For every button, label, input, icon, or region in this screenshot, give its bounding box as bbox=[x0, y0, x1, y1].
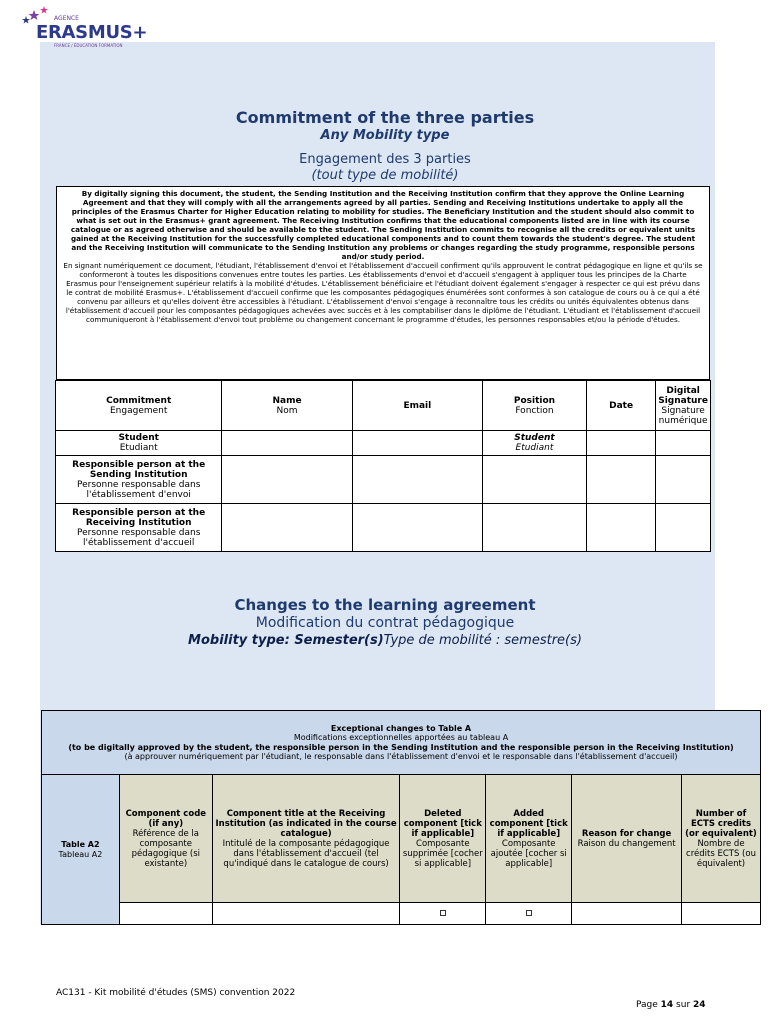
header-commitment: Commitment Engagement bbox=[56, 381, 222, 431]
section1-subtitle: Any Mobility type bbox=[320, 128, 450, 143]
receiving-name-cell[interactable] bbox=[222, 504, 352, 552]
deleted-checkbox-cell bbox=[400, 903, 486, 925]
col-component-code: Component code (if any) Référence de la composante pédagogique (si existante) bbox=[119, 775, 212, 903]
student-signature-cell[interactable] bbox=[656, 431, 711, 456]
header-name: Name Nom bbox=[222, 381, 352, 431]
header-position: Position Fonction bbox=[482, 381, 586, 431]
logo-subtitle-text: FRANCE / ÉDUCATION FORMATION bbox=[54, 43, 123, 48]
section1-subtitle-fr: (tout type de mobilité) bbox=[311, 168, 459, 183]
table-a2-column-row bbox=[42, 775, 761, 903]
table-a2-heading: Exceptional changes to Table A Modifications exceptionnelles apportées au tableau A (to be digitally approved by the student, the responsible person in the Sending Institution and the responsible person in the Receiving Institution) (à approuver numériquement par l'étudiant, le responsable dans l'établissement d'envoi et le responsable dans l'établissement d'accueil) bbox=[42, 711, 761, 775]
reason-input[interactable] bbox=[572, 903, 682, 925]
col-ects-credits: Number of ECTS credits (or equivalent) Nombre de crédits ECTS (ou équivalent) bbox=[682, 775, 761, 903]
col-added-component: Added component [tick if applicable] Composante ajoutée [cocher si applicable] bbox=[486, 775, 572, 903]
header-digital-signature: Digital Signature Signature numérique bbox=[656, 381, 711, 431]
table-row bbox=[56, 504, 711, 552]
section1-title: Commitment of the three parties bbox=[235, 108, 535, 127]
deleted-checkbox[interactable] bbox=[440, 910, 446, 916]
sending-name-cell[interactable] bbox=[222, 456, 352, 504]
row-label-student: Student Etudiant bbox=[56, 431, 222, 456]
student-name-cell[interactable] bbox=[222, 431, 352, 456]
section1-title-fr: Engagement des 3 parties bbox=[299, 152, 471, 167]
header-email: Email bbox=[352, 381, 482, 431]
receiving-email-cell[interactable] bbox=[352, 504, 482, 552]
table-row bbox=[42, 903, 761, 925]
sending-date-cell[interactable] bbox=[586, 456, 655, 504]
sending-signature-cell[interactable] bbox=[656, 456, 711, 504]
receiving-position-cell[interactable] bbox=[482, 504, 586, 552]
col-component-title: Component title at the Receiving Institution (as indicated in the course catalogue) Intitulé de la composante pédagogique dans l'établissement d'accueil (tel qu'indiqué dans le catalogue de cours) bbox=[212, 775, 400, 903]
erasmus-logo bbox=[20, 6, 180, 46]
footer-page-number: Page 14 sur 24 bbox=[636, 1000, 706, 1010]
table-row bbox=[56, 456, 711, 504]
logo-brand-text: ERASMUS+ bbox=[36, 22, 148, 43]
ects-input[interactable] bbox=[682, 903, 761, 925]
table-a2-changes bbox=[41, 710, 761, 925]
table-a2-title-row bbox=[42, 711, 761, 775]
component-code-input[interactable] bbox=[119, 903, 212, 925]
section2-mobility-type: Mobility type: Semester(s)Type de mobilité : semestre(s) bbox=[188, 633, 582, 648]
added-checkbox-cell bbox=[486, 903, 572, 925]
section2-title-fr: Modification du contrat pédagogique bbox=[255, 615, 515, 631]
sending-position-cell[interactable] bbox=[482, 456, 586, 504]
row-label-sending: Responsible person at the Sending Institution Personne responsable dans l'établissement d'envoi bbox=[56, 456, 222, 504]
footer-document-reference: AC131 - Kit mobilité d'études (SMS) convention 2022 bbox=[56, 988, 296, 998]
row-label-receiving: Responsible person at the Receiving Institution Personne responsable dans l'établissement d'accueil bbox=[56, 504, 222, 552]
col-deleted-component: Deleted component [tick if applicable] Composante supprimée [cocher si applicable] bbox=[400, 775, 486, 903]
commitment-text-box bbox=[56, 186, 710, 380]
receiving-signature-cell[interactable] bbox=[656, 504, 711, 552]
commitment-table bbox=[55, 380, 711, 552]
student-email-cell[interactable] bbox=[352, 431, 482, 456]
section2-title: Changes to the learning agreement bbox=[234, 596, 536, 614]
commitment-text-fr: En signant numériquement ce document, l'étudiant, l'établissement d'envoi et l'établissement d'accueil confirment qu'ils approuvent le contrat pédagogique en ligne et qu'ils se conformeront à toutes les dispositions convenues entre toutes les parties. Les établissements d'envoi et d'accueil s'engagent à appliquer tous les principes de la Charte Erasmus pour l'enseignement supérieur relatifs à la mobilité d'études. L'établissement bénéficiaire et l'étudiant doivent également s'engager à respecter ce qui est prévu dans le contrat de mobilité Erasmus+. L'établissement d'accueil confirme que les composantes pédagogiques énumérées sont conformes à son catalogue de cours ou à ce qui a été convenu par ailleurs et qu'elles doivent être accessibles à l'étudiant. L'établissement d'envoi s'engage à reconnaître tous les crédits ou unités équivalentes obtenus dans l'établissement d'accueil pour les composantes pédagogiques achevées avec succès et à les comptabiliser dans le diplôme de l'étudiant. L'étudiant et l'établissement d'accueil communiqueront à l'établissement d'envoi tout problème ou changement concernant le programme d'études, les personnes responsables et/ou la période d'études. bbox=[63, 261, 703, 324]
table-a2-row-label: Table A2 Tableau A2 bbox=[42, 775, 120, 925]
logo-agence-text: AGENCE bbox=[54, 15, 79, 22]
header-date: Date bbox=[586, 381, 655, 431]
student-date-cell[interactable] bbox=[586, 431, 655, 456]
commitment-text-en: By digitally signing this document, the student, the Sending Institution and the Receiving Institution confirm that they approve the Online Learning Agreement and that they will comply with all the arrangements agreed by all parties. Sending and Receiving Institutions undertake to apply all the principles of the Erasmus Charter for Higher Education relating to mobility for studies. The Beneficiary Institution and the student should also commit to what is set out in the Erasmus+ grant agreement. The Receiving Institution confirms that the educational components listed are in line with its course catalogue or as agreed otherwise and should be available to the student. The Sending Institution commits to recognise all the credits or equivalent units gained at the Receiving Institution for the successfully completed educational components and to count them towards the student's degree. The student and the Receiving Institution will communicate to the Sending Institution any problems or changes regarding the study programme, responsible persons and/or study period. bbox=[70, 189, 696, 261]
component-title-input[interactable] bbox=[212, 903, 400, 925]
sending-email-cell[interactable] bbox=[352, 456, 482, 504]
commitment-table-header-row bbox=[56, 381, 711, 431]
added-checkbox[interactable] bbox=[526, 910, 532, 916]
table-row bbox=[56, 431, 711, 456]
col-reason-for-change: Reason for change Raison du changement bbox=[572, 775, 682, 903]
student-position-cell: Student Etudiant bbox=[482, 431, 586, 456]
receiving-date-cell[interactable] bbox=[586, 504, 655, 552]
